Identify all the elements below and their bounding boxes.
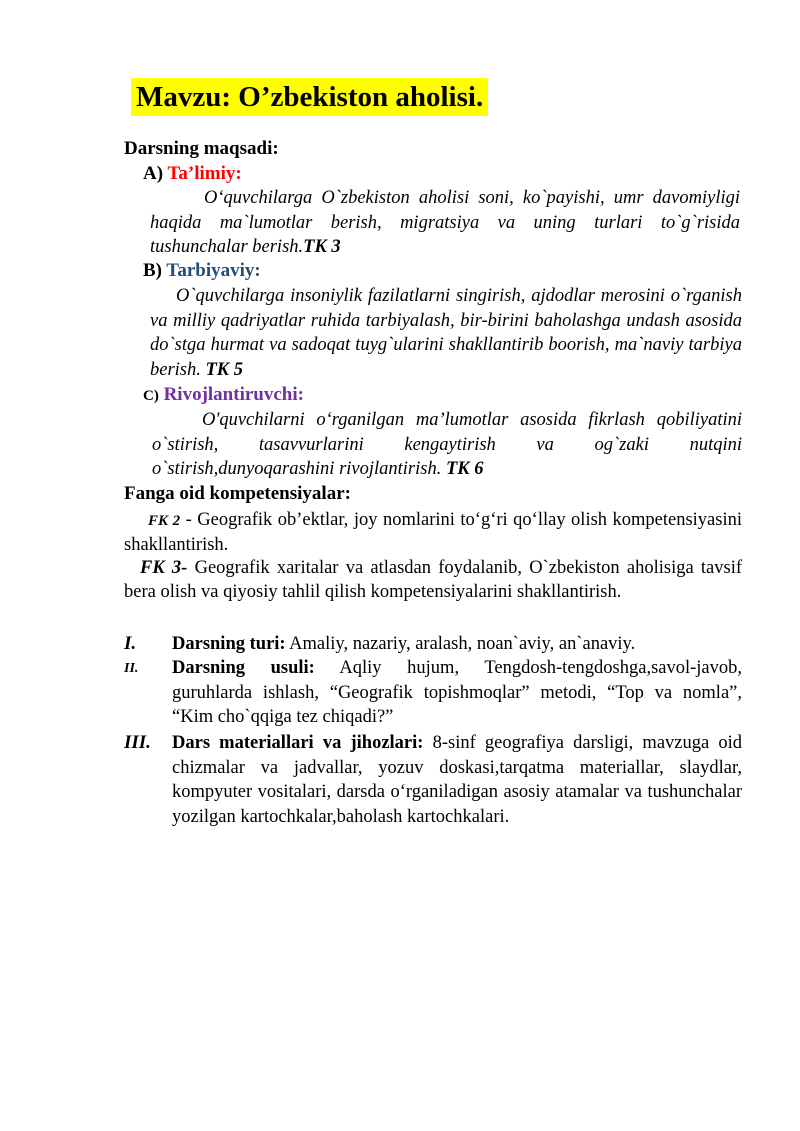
item-1 <box>172 632 742 657</box>
goal-a-text <box>150 186 740 260</box>
goal-c-heading <box>143 384 304 407</box>
competency-fk2-code: FK 2 <box>148 513 181 529</box>
competency-fk2-text: Geografik ob’ektlar, joy nomlarini to‘g‘ri qo‘llay olish kompetensiyasini shakllantirish. <box>124 510 742 555</box>
goal-a-tag: TK 3 <box>303 237 341 257</box>
goal-a-heading <box>143 163 242 185</box>
item-1-numeral: I. <box>124 633 137 654</box>
competency-fk2-sep: - <box>180 510 198 530</box>
competency-fk3 <box>124 556 742 604</box>
goal-a-marker: A) <box>143 163 164 184</box>
goal-b-tag: TK 5 <box>205 359 244 380</box>
goal-b-marker: B) <box>143 260 162 281</box>
item-3-label: Dars materiallari va jihozlari: <box>172 733 424 753</box>
item-2-numeral: II. <box>124 661 139 676</box>
item-2 <box>172 656 742 730</box>
goal-a-label: Ta’limiy: <box>167 163 242 184</box>
item-3-numeral: III. <box>124 732 151 753</box>
competencies-heading: Fanga oid kompetensiyalar: <box>124 483 351 504</box>
goal-c-marker: C) <box>143 388 159 404</box>
competency-fk3-code: FK 3- <box>140 558 188 578</box>
item-1-text: Amaliy, nazariy, aralash, noan`aviy, an`anaviy. <box>285 634 636 654</box>
item-3 <box>172 731 742 829</box>
goal-c-body: O'quvchilarni o‘rganilgan ma’lumotlar asosida fikrlash qobiliyatini o`stirish, tasavvurlarini kengaytirish va og`zaki nutqini o`stirish,dunyoqarashini rivojlantirish. <box>152 410 742 479</box>
competency-fk3-text: Geografik xaritalar va atlasdan foydalanib, O`zbekiston aholisiga tavsif bera olish va qiyosiy tahlil qilish kompetensiyalarini shakllantirish. <box>124 558 743 602</box>
goal-c-text <box>152 408 742 482</box>
goal-c-label: Rivojlantiruvchi: <box>163 384 304 405</box>
goal-a-body: O‘quvchilarga O`zbekiston aholisi soni, ko`payishi, umr davomiyligi haqida ma`lumotlar berish, migratsiya va uning turlari to`g`risida tushunchalar berish. <box>150 188 740 257</box>
page-title: Mavzu: O’zbekiston aholisi. <box>131 78 488 116</box>
goal-b-heading <box>143 260 261 282</box>
item-2-text: Aqliy hujum, Tengdosh-tengdoshga,savol-javob, guruhlarda ishlash, “Geografik topishmoqlar” metodi, “Top va nomla”, “Kim cho`qqiga tez chiqadi?” <box>172 658 742 727</box>
goal-c-tag: TK 6 <box>445 459 484 479</box>
item-3-text: 8-sinf geografiya darsligi, mavzuga oid chizmalar va jadvallar, yozuv doskasi,tarqatma materiallar, slaydlar, kompyuter vositalari, darsda o‘rganiladigan asosiy atamalar va tushunchalar yozilgan kartochkalar,baholash kartochkalari. <box>172 733 742 827</box>
goals-heading: Darsning maqsadi: <box>124 138 279 159</box>
item-2-label: Darsning usuli: <box>172 658 315 678</box>
goal-b-body: O`quvchilarga insoniylik fazilatlarni singirish, ajdodlar merosini o`rganish va milliy qadriyatlar ruhida tarbiyalash, bir-birini baholashga undash asosida do`stga hurmat va sadoqat tuyg`ularini shakllantirib boorish, ma`naviy tarbiya berish. <box>150 286 742 380</box>
competency-fk2 <box>124 508 742 557</box>
item-1-label: Darsning turi: <box>172 634 286 654</box>
competency-fk3-sep <box>187 558 194 578</box>
goal-b-label: Tarbiyaviy: <box>166 260 261 281</box>
goal-b-text <box>150 284 742 382</box>
